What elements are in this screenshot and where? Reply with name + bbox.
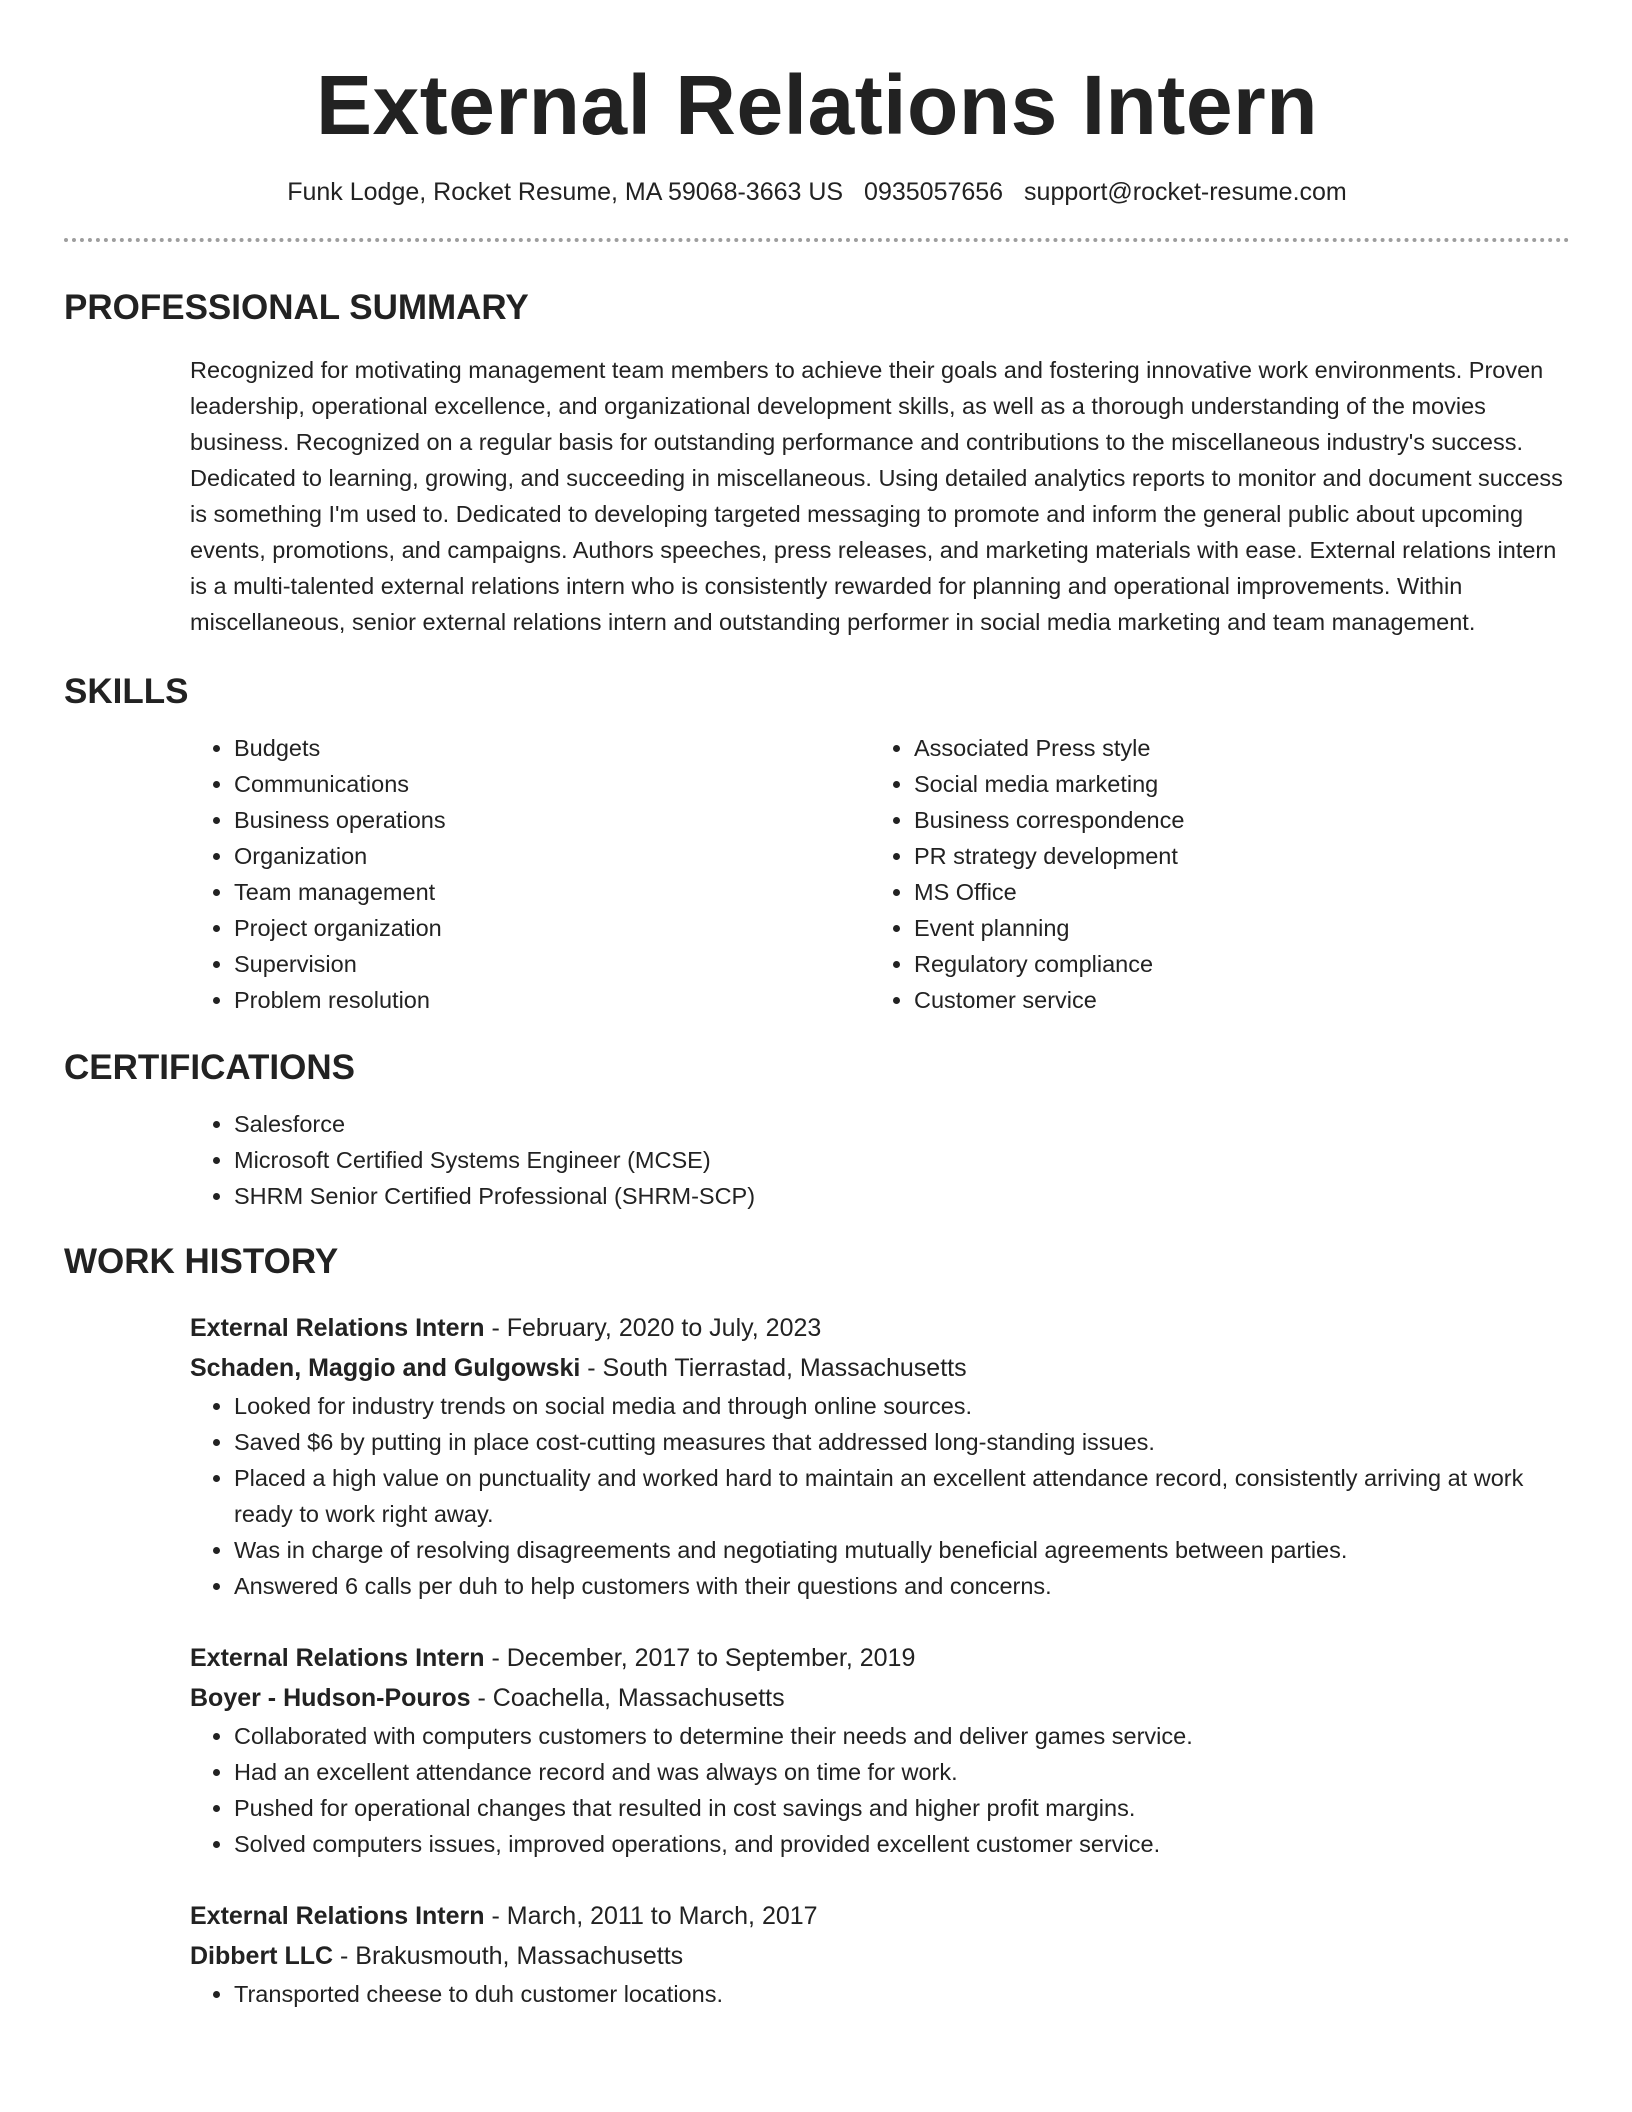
skill-item: • Project organization [234,910,870,946]
job-bullet: • Transported cheese to duh customer locations. [234,1976,1570,2012]
certification-item: • Salesforce [234,1106,1570,1142]
skill-item: • PR strategy development [914,838,1550,874]
contact-line [64,176,1570,208]
job-dates: - February, 2020 to July, 2023 [484,1314,822,1342]
skill-item: • Supervision [234,946,870,982]
job-title-line [190,1638,1570,1678]
skill-item: • Social media marketing [914,766,1550,802]
job-bullet: • Answered 6 calls per duh to help customers with their questions and concerns. [234,1568,1570,1604]
certification-item: • Microsoft Certified Systems Engineer (MCSE) [234,1142,1570,1178]
job-bullet: • Had an excellent attendance record and was always on time for work. [234,1754,1570,1790]
job-bullet: • Placed a high value on punctuality and worked hard to maintain an excellent attendance record, consistently arriving at work ready to work right away. [234,1460,1570,1532]
job-bullet: • Looked for industry trends on social media and through online sources. [234,1388,1570,1424]
job-location: - South Tierrastad, Massachusetts [580,1354,967,1382]
job-entry [190,1638,1570,1862]
job-entry [190,1896,1570,2012]
contact-email: support@rocket-resume.com [1024,178,1347,206]
job-bullet: • Was in charge of resolving disagreements and negotiating mutually beneficial agreements between parties. [234,1532,1570,1568]
skill-item: • Business operations [234,802,870,838]
job-company: Schaden, Maggio and Gulgowski [190,1354,581,1382]
summary-text: Recognized for motivating management team members to achieve their goals and fostering innovative work environments. Proven leadership, operational excellence, and organizational development skills, as well as a thorough understanding of the movies business. Recognized on a regular basis for outstanding performance and contributions to the miscellaneous industry's success. Dedicated to learning, growing, and succeeding in miscellaneous. Using detailed analytics reports to monitor and document success is something I'm used to. Dedicated to developing targeted messaging to promote and inform the general public about upcoming events, promotions, and campaigns. Authors speeches, press releases, and marketing materials with ease. External relations intern is a multi-talented external relations intern who is consistently rewarded for planning and operational improvements. Within miscellaneous, senior external relations intern and outstanding performer in social media marketing and team management. [190,357,1563,635]
job-bullet: • Solved computers issues, improved operations, and provided excellent customer service. [234,1826,1570,1862]
skill-item: • Organization [234,838,870,874]
job-bullet-list [190,1718,1570,1862]
skill-item: • Event planning [914,910,1550,946]
job-location: - Brakusmouth, Massachusetts [333,1942,684,1970]
skill-item: • MS Office [914,874,1550,910]
job-title-line [190,1896,1570,1936]
skill-item: • Communications [234,766,870,802]
job-role: External Relations Intern [190,1902,485,1930]
job-company-line [190,1348,1570,1388]
section-title-work-history: WORK HISTORY [64,1242,339,1281]
resume-name: External Relations Intern [315,58,1319,152]
contact-address: Funk Lodge, Rocket Resume, MA 59068-3663 US [287,178,844,206]
skill-item: • Budgets [234,730,870,766]
job-role: External Relations Intern [190,1644,485,1672]
job-company-line [190,1936,1570,1976]
job-bullet: • Collaborated with computers customers to determine their needs and deliver games service. [234,1718,1570,1754]
job-bullet: • Pushed for operational changes that resulted in cost savings and higher profit margins. [234,1790,1570,1826]
section-title-certifications: CERTIFICATIONS [64,1048,356,1087]
job-company-line [190,1678,1570,1718]
job-location: - Coachella, Massachusetts [470,1684,785,1712]
skills-column-right [870,730,1550,1018]
job-role: External Relations Intern [190,1314,485,1342]
skill-item: • Team management [234,874,870,910]
certifications-list [190,1106,1570,1214]
job-company: Boyer - Hudson-Pouros [190,1684,471,1712]
job-bullet-list [190,1976,1570,2012]
job-dates: - March, 2011 to March, 2017 [484,1902,818,1930]
skill-item: • Problem resolution [234,982,870,1018]
job-company: Dibbert LLC [190,1942,334,1970]
skill-item: • Regulatory compliance [914,946,1550,982]
certification-item: • SHRM Senior Certified Professional (SHRM-SCP) [234,1178,1570,1214]
skills-list [190,730,1570,1018]
resume-page [64,0,1570,2012]
contact-phone: 0935057656 [864,178,1004,206]
skill-item: • Customer service [914,982,1550,1018]
job-entry [190,1308,1570,1604]
job-title-line [190,1308,1570,1348]
skill-item: • Business correspondence [914,802,1550,838]
skills-column-left [190,730,870,1018]
header-divider [64,238,1570,242]
section-title-summary: PROFESSIONAL SUMMARY [64,288,529,327]
section-title-skills: SKILLS [64,672,189,711]
skill-item: • Associated Press style [914,730,1550,766]
job-bullet-list [190,1388,1570,1604]
job-dates: - December, 2017 to September, 2019 [484,1644,916,1672]
job-bullet: • Saved $6 by putting in place cost-cutting measures that addressed long-standing issues. [234,1424,1570,1460]
